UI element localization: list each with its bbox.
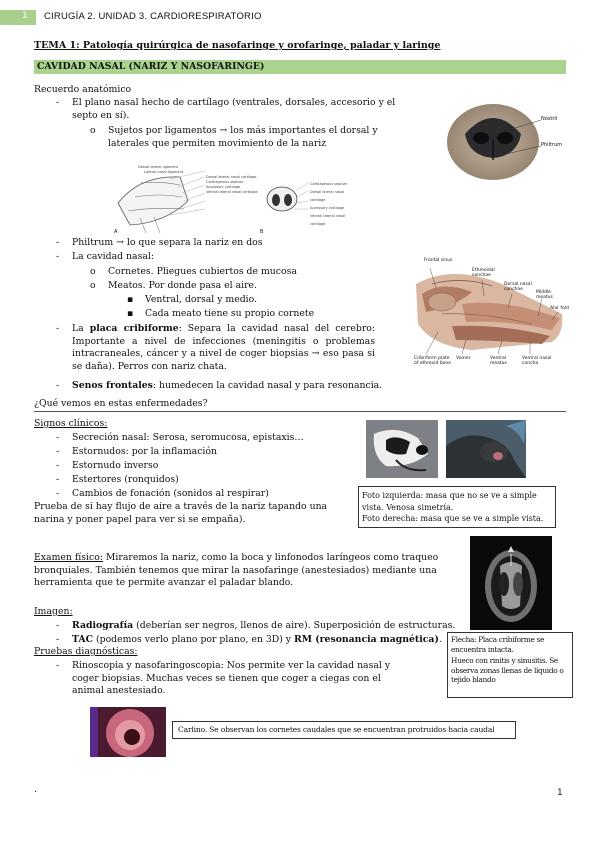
anatomy-bullet-4 — [72, 323, 375, 373]
fig-label: Accessory cartilage — [206, 185, 241, 189]
anatomy-bullet-3-sq-2: Cada meato tiene su propio cornete — [145, 308, 315, 319]
fig-label: Lateral nasal ligament — [144, 170, 184, 174]
label-dorsal-concha: Dorsal nasal conchae — [504, 282, 532, 292]
dash-bullet: - — [56, 446, 60, 457]
fig-label: Dorsal lateral nasal cartilage — [206, 175, 257, 179]
sign-item: Estertores (ronquidos) — [72, 474, 179, 485]
page-number-tab — [0, 10, 36, 25]
diagnostics-item: Rinoscopia y nasofaringoscopia: Nos permite ver la cavidad nasal y coger biopsias. Muchas veces se tienen que coger a ciegas con el animal anestesiado. — [72, 660, 391, 696]
anatomy-bullet-3-sub-2: Meatos. Por donde pasa el aire. — [108, 280, 258, 291]
dog-nose-illustration — [445, 98, 569, 180]
ct-scan-image — [470, 536, 552, 630]
sign-item: Estornudo inverso — [72, 460, 159, 471]
photo-caption-left: Foto izquierda: masa que no se ve a simple vista. Venosa simetría. — [362, 491, 537, 512]
cartilage-labels-a — [138, 165, 258, 195]
label-ventral-meatus: Ventral meatus — [490, 356, 507, 366]
dog-photo-right-illustration — [446, 420, 526, 478]
fig-label: Cartilaginous septum — [310, 182, 348, 186]
bullet-4-pre: La — [72, 323, 90, 334]
dash-bullet: - — [56, 488, 60, 499]
cribiform-term: placa cribiforme — [89, 323, 179, 334]
label-middle-meatus: Middle meatus — [536, 290, 553, 300]
bullet-4-text: : Separa la cavidad nasal del cerebro: Importante a nivel de infecciones (meningitis o problemas intracraneales, cáncer y a nivel de coger biopsias → eso pasa si se daña). Perros con nariz chata. — [72, 323, 376, 372]
photo-left-dog — [366, 420, 438, 478]
fig-label: Dorsal lateral nasal cartilage — [310, 190, 344, 202]
dash-bullet: - — [56, 237, 60, 248]
circle-bullet: o — [90, 266, 96, 277]
dash-bullet: - — [56, 634, 60, 645]
square-bullet: ▪ — [127, 294, 134, 305]
anatomy-bullet-2: Philtrum → lo que separa la nariz en dos — [72, 237, 263, 248]
bullet-5-text: : humedecen la cavidad nasal y para resonancia. — [152, 380, 383, 391]
sign-item: Cambios de fonación (sonidos al respirar) — [72, 488, 269, 499]
footer-page-number: 1 — [557, 788, 563, 798]
ct-caption-rhinitis: Hueco con rinitis y sinusitis. Se observa zonas llenas de líquido o tejido blando — [451, 656, 564, 684]
fig-label: Dorsal lateral ligament — [138, 165, 179, 169]
nasal-cavity-figure — [412, 254, 570, 372]
dash-bullet: - — [56, 251, 60, 262]
exam-label: Examen físico: — [34, 552, 103, 563]
label-alar-fold: Alar fold — [550, 306, 569, 311]
signs-heading: Signos clínicos: — [34, 418, 108, 429]
rhinoscopy-photo — [90, 707, 166, 757]
fig-tag-a: A — [114, 229, 118, 235]
dash-bullet: - — [56, 380, 60, 391]
ct-caption-arrow: Flecha: Placa cribiforme se encuentra intacta. — [451, 635, 544, 654]
dash-bullet: - — [56, 620, 60, 631]
dash-bullet: - — [56, 432, 60, 443]
carlino-caption-box — [172, 721, 516, 739]
photo-caption-box — [358, 486, 556, 528]
anatomy-bullet-3-sq-1: Ventral, dorsal y medio. — [145, 294, 258, 305]
dash-bullet: - — [56, 97, 60, 108]
topic-title: TEMA 1: Patología quirúrgica de nasofaringe y orofaringe, paladar y laringe — [34, 40, 441, 51]
tac-text: (podemos verlo plano por plano, en 3D) y — [93, 634, 294, 645]
imaging-heading: Imagen: — [34, 606, 73, 617]
senos-frontales-term: Senos frontales — [72, 380, 153, 391]
dash-bullet: - — [56, 660, 60, 671]
rm-term: RM (resonancia magnética) — [294, 634, 439, 645]
rhinoscopy-illustration — [90, 707, 166, 757]
cartilage-figure — [110, 163, 350, 238]
label-ventral-concha: Ventral nasal concha — [522, 356, 552, 366]
radiografia-text: (deberían ser negros, llenos de aire). Superposición de estructuras. — [133, 620, 456, 631]
divider — [34, 411, 566, 412]
period: . — [438, 634, 442, 645]
imaging-item-xray — [72, 620, 455, 633]
fig-label: Ventral lateral nasal cartilage — [310, 214, 346, 226]
circle-bullet: o — [90, 280, 96, 291]
question-heading: ¿Qué vemos en estas enfermedades? — [34, 398, 208, 409]
ct-caption-box — [447, 632, 573, 698]
airflow-test-text: Prueba de si hay flujo de aire a través de la nariz tapando una narina y poner papel para ver si se empaña). — [34, 501, 328, 525]
label-nostril: Nostril — [541, 116, 558, 122]
fig-label: Accessory cartilage — [310, 206, 345, 210]
anatomy-bullet-1-sub: Sujetos por ligamentos → los más importantes el dorsal y laterales que permiten movimiento de la nariz — [108, 125, 378, 149]
dash-bullet: - — [56, 474, 60, 485]
dash-bullet: - — [56, 323, 60, 334]
carlino-caption: Carlino. Se observan los cornetes caudales que se encuentran protruidos hacia caudal — [178, 725, 495, 734]
diagnostics-heading: Pruebas diagnósticas: — [34, 646, 138, 657]
exam-text: Miraremos la nariz, como la boca y linfonodos laríngeos como traqueo bronquiales. También tenemos que mirar la nasofaringe (anestesiados) mediante una herramienta que te permite avanzar el paladar blando. — [34, 552, 439, 588]
running-header: CIRUGÍA 2. UNIDAD 3. CARDIORESPIRATORIO — [44, 11, 262, 22]
label-frontal-sinus: Frontal sinus — [424, 258, 453, 263]
dog-photo-left-illustration — [366, 420, 438, 478]
anatomy-bullet-3: La cavidad nasal: — [72, 251, 154, 262]
fig-label: Cartilaginous septum — [206, 180, 244, 184]
ct-scan-illustration — [470, 536, 552, 630]
anatomy-bullet-5 — [72, 380, 382, 393]
imaging-item-ct — [72, 634, 442, 647]
dog-nose-photo — [445, 98, 569, 180]
section-bar — [34, 60, 566, 74]
sign-item: Estornudos: por la inflamación — [72, 446, 217, 457]
footer-dot: · — [34, 787, 38, 798]
photo-caption-right: Foto derecha: masa que se ve a simple vista. — [362, 514, 544, 523]
radiografia-term: Radiografía — [72, 620, 134, 631]
square-bullet: ▪ — [127, 308, 134, 319]
fig-tag-b: B — [260, 229, 264, 235]
cartilage-labels-b — [310, 180, 350, 228]
page-number: 1 — [22, 11, 28, 21]
exam-paragraph — [34, 552, 454, 590]
anatomy-bullet-3-sub-1: Cornetes. Pliegues cubiertos de mucosa — [108, 266, 297, 277]
label-ethmoidal: Ethmoidal conchae — [472, 268, 495, 278]
photo-right-dog — [446, 420, 526, 478]
fig-label: Ventral lateral nasal cartilage — [206, 190, 258, 194]
sign-item: Secreción nasal: Serosa, seromucosa, epistaxis… — [72, 432, 304, 443]
anatomy-heading: Recuerdo anatómico — [34, 84, 132, 95]
label-cribriform: Cribriform plate of ethmoid bone — [414, 356, 452, 366]
circle-bullet: o — [90, 125, 96, 136]
anatomy-bullet-1: El plano nasal hecho de cartílago (ventrales, dorsales, accesorio y el septo en sí). — [72, 97, 396, 121]
section-title: CAVIDAD NASAL (NARIZ Y NASOFARINGE) — [37, 61, 265, 72]
dash-bullet: - — [56, 460, 60, 471]
tac-term: TAC — [72, 634, 94, 645]
label-vomer: Vomer — [456, 356, 471, 361]
label-philtrum: Philtrum — [541, 142, 563, 148]
